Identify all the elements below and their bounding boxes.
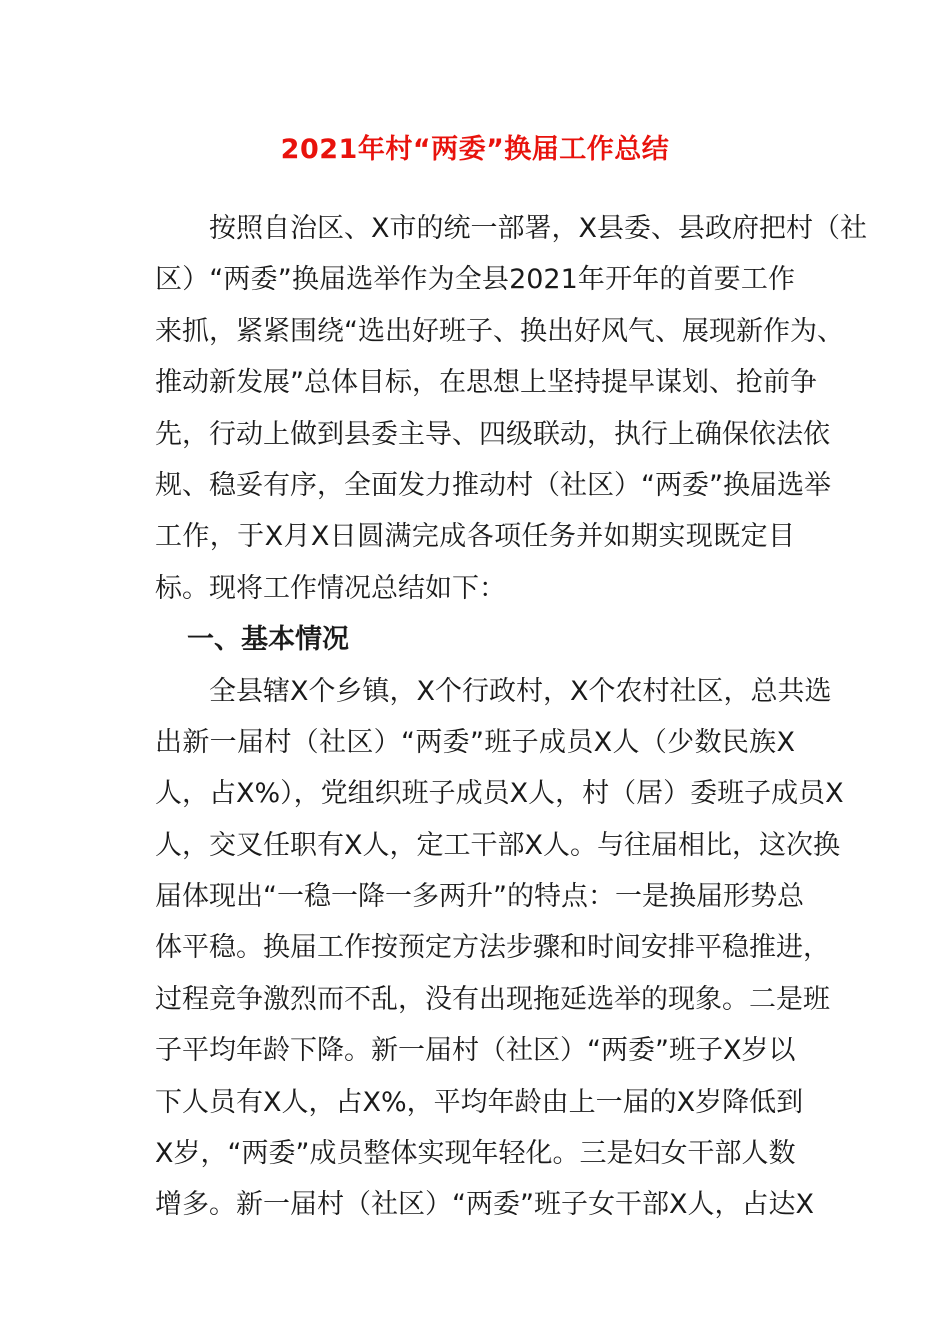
body-line: 出新一届村（社区）“两委”班子成员X人（少数民族X bbox=[155, 726, 795, 758]
body-line: 标。现将工作情况总结如下： bbox=[155, 572, 506, 604]
body-line: 先，行动上做到县委主导、四级联动，执行上确保依法依 bbox=[155, 418, 830, 450]
body-line: 推动新发展”总体目标，在思想上坚持提早谋划、抢前争 bbox=[155, 367, 817, 399]
body-line: 人，交叉任职有X人，定工干部X人。与往届相比，这次换 bbox=[155, 829, 840, 861]
body-line: 全县辖X个乡镇，X个行政村，X个农村社区，总共选 bbox=[155, 675, 832, 707]
body-line: 规、稳妥有序，全面发力推动村（社区）“两委”换届选举 bbox=[155, 469, 831, 501]
body-line: 增多。新一届村（社区）“两委”班子女干部X人，占达X bbox=[155, 1189, 814, 1221]
body-line: 来抓，紧紧围绕“选出好班子、换出好风气、展现新作为、 bbox=[155, 315, 844, 347]
body-line: 人，占X%），党组织班子成员X人，村（居）委班子成员X bbox=[155, 778, 844, 810]
body-line: 子平均年龄下降。新一届村（社区）“两委”班子X岁以 bbox=[155, 1035, 796, 1067]
body-line: 区）“两委”换届选举作为全县2021年开年的首要工作 bbox=[155, 264, 795, 296]
body-line: 工作，于X月X日圆满完成各项任务并如期实现既定目 bbox=[155, 521, 795, 553]
section-heading: 一、基本情况 bbox=[187, 624, 349, 656]
body-line: 过程竞争激烈而不乱，没有出现拖延选举的现象。二是班 bbox=[155, 983, 830, 1015]
body-line: 体平稳。换届工作按预定方法步骤和时间安排平稳推进， bbox=[155, 932, 830, 964]
document-body bbox=[155, 203, 867, 1231]
body-line: X岁，“两委”成员整体实现年轻化。三是妇女干部人数 bbox=[155, 1138, 796, 1170]
body-line: 下人员有X人，占X%，平均年龄由上一届的X岁降低到 bbox=[155, 1086, 804, 1118]
document-title: 2021年村“两委”换届工作总结 bbox=[280, 134, 670, 165]
body-line: 届体现出“一稳一降一多两升”的特点：一是换届形势总 bbox=[155, 881, 804, 913]
body-line: 按照自治区、X市的统一部署，X县委、县政府把村（社 bbox=[155, 213, 867, 244]
